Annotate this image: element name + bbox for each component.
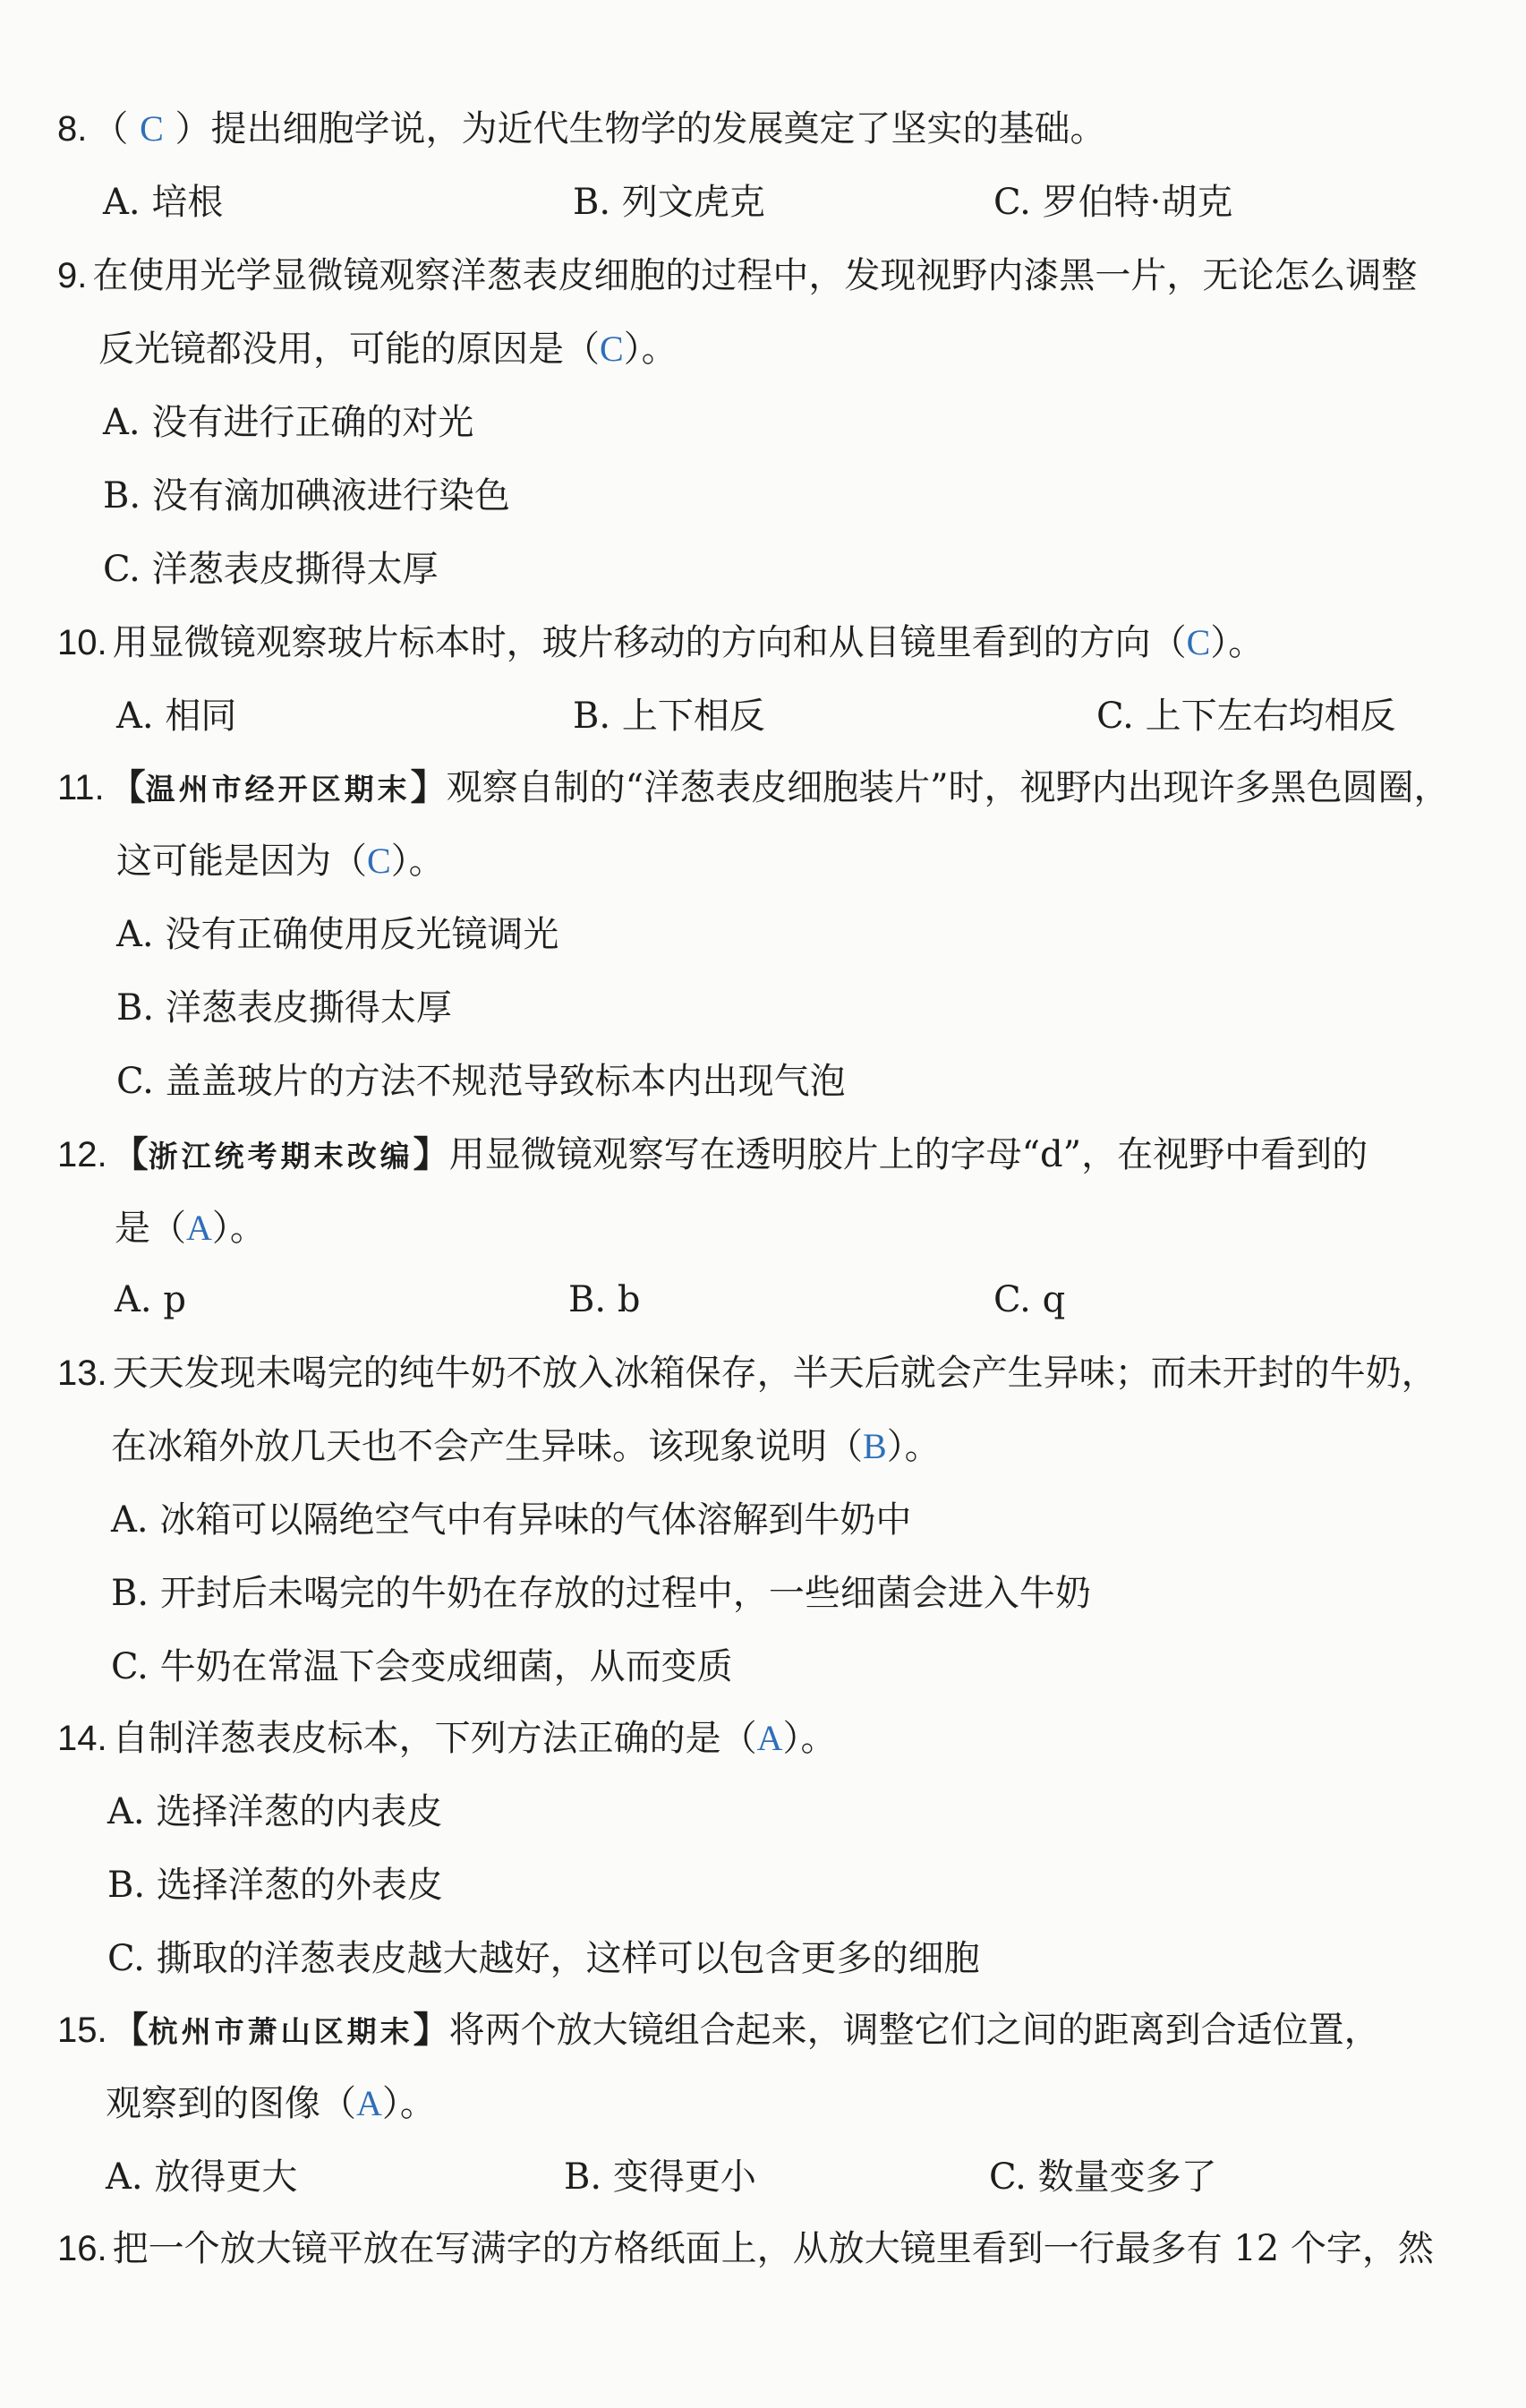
question-10-option-c: C. 上下左右均相反	[1096, 696, 1396, 737]
answer-mark: A	[186, 1208, 212, 1248]
question-11-stem-line2: 这可能是因为（C）。	[116, 836, 445, 886]
question-15-option-b: B. 变得更小	[564, 2156, 756, 2198]
answer-mark: C	[367, 841, 391, 881]
question-11-stem-line1: 11. 【温州市经开区期末】观察自制的“洋葱表皮细胞装片”时，视野内出现许多黑色圆圈，	[57, 766, 1450, 808]
question-9-option-b: B. 没有滴加碘液进行染色	[103, 475, 510, 517]
question-10-option-b: B. 上下相反	[573, 696, 765, 737]
question-12-option-b: B. b	[568, 1279, 641, 1320]
question-13-option-a: A. 冰箱可以隔绝空气中有异味的气体溶解到牛奶中	[111, 1499, 912, 1541]
question-number: 11.	[57, 768, 105, 807]
question-8-option-c: C. 罗伯特·胡克	[993, 182, 1233, 223]
answer-mark: C	[600, 329, 624, 369]
question-16-stem-line1: 16. 把一个放大镜平放在写满字的方格纸面上，从放大镜里看到一行最多有 12 个字，然	[57, 2228, 1434, 2269]
source-tag: 杭州市萧山区期末	[148, 2014, 413, 2049]
question-11-option-c: C. 盖盖玻片的方法不规范导致标本内出现气泡	[116, 1061, 846, 1102]
answer-mark: C	[1186, 622, 1211, 662]
question-number: 14.	[57, 1719, 107, 1758]
question-13-stem-line2: 在冰箱外放几天也不会产生异味。该现象说明（B）。	[111, 1422, 941, 1472]
question-10-stem: 10. 用显微镜观察玻片标本时，玻片移动的方向和从目镜里看到的方向（C）。	[57, 618, 1264, 668]
question-number: 13.	[57, 1353, 107, 1393]
question-number: 16.	[57, 2229, 107, 2268]
question-15-stem-line2: 观察到的图像（A）。	[106, 2079, 436, 2129]
question-14-option-a: A. 选择洋葱的内表皮	[107, 1791, 443, 1832]
question-13-option-b: B. 开封后未喝完的牛奶在存放的过程中，一些细菌会进入牛奶	[111, 1573, 1091, 1614]
answer-mark: C	[140, 108, 164, 149]
source-tag: 温州市经开区期末	[145, 772, 411, 807]
question-14-stem: 14. 自制洋葱表皮标本，下列方法正确的是（A）。	[57, 1713, 837, 1763]
question-9-option-a: A. 没有进行正确的对光	[103, 402, 474, 443]
question-10-option-a: A. 相同	[116, 696, 237, 737]
answer-mark: B	[863, 1426, 887, 1466]
question-14-option-c: C. 撕取的洋葱表皮越大越好，这样可以包含更多的细胞	[107, 1938, 980, 1979]
question-number: 9.	[57, 256, 88, 295]
question-8-option-b: B. 列文虎克	[573, 182, 765, 223]
answer-mark: A	[756, 1718, 783, 1758]
question-number: 12.	[57, 1135, 107, 1174]
question-15-option-a: A. 放得更大	[106, 2156, 298, 2198]
question-11-option-b: B. 洋葱表皮撕得太厚	[116, 987, 452, 1029]
question-9-option-c: C. 洋葱表皮撕得太厚	[103, 549, 439, 590]
question-9-stem-line1: 9. 在使用光学显微镜观察洋葱表皮细胞的过程中，发现视野内漆黑一片，无论怎么调整	[57, 255, 1418, 296]
question-12-option-a: A. p	[115, 1279, 186, 1320]
question-12-stem-line2: 是（A）。	[115, 1203, 266, 1253]
question-13-stem-line1: 13. 天天发现未喝完的纯牛奶不放入冰箱保存，半天后就会产生异味；而未开封的牛奶，	[57, 1353, 1437, 1394]
question-11-option-a: A. 没有正确使用反光镜调光	[116, 914, 559, 955]
question-number: 8.	[57, 109, 88, 149]
question-8-stem: 8. （ C ）提出细胞学说，为近代生物学的发展奠定了坚实的基础。	[57, 104, 1105, 154]
question-8-option-a: A. 培根	[103, 182, 224, 223]
question-13-option-c: C. 牛奶在常温下会变成细菌，从而变质	[111, 1646, 733, 1687]
question-number: 10.	[57, 623, 107, 662]
question-15-option-c: C. 数量变多了	[989, 2156, 1217, 2198]
question-14-option-b: B. 选择洋葱的外表皮	[107, 1865, 443, 1906]
question-12-option-c: C. q	[993, 1279, 1066, 1320]
question-15-stem-line1: 15. 【杭州市萧山区期末】将两个放大镜组合起来，调整它们之间的距离到合适位置，	[57, 2009, 1380, 2051]
question-12-stem-line1: 12. 【浙江统考期末改编】用显微镜观察写在透明胶片上的字母“d”，在视野中看到的	[57, 1133, 1368, 1175]
answer-mark: A	[356, 2083, 382, 2123]
source-tag: 浙江统考期末改编	[148, 1139, 413, 1174]
question-number: 15.	[57, 2011, 107, 2050]
question-9-stem-line2: 反光镜都没用，可能的原因是（C）。	[98, 324, 678, 374]
